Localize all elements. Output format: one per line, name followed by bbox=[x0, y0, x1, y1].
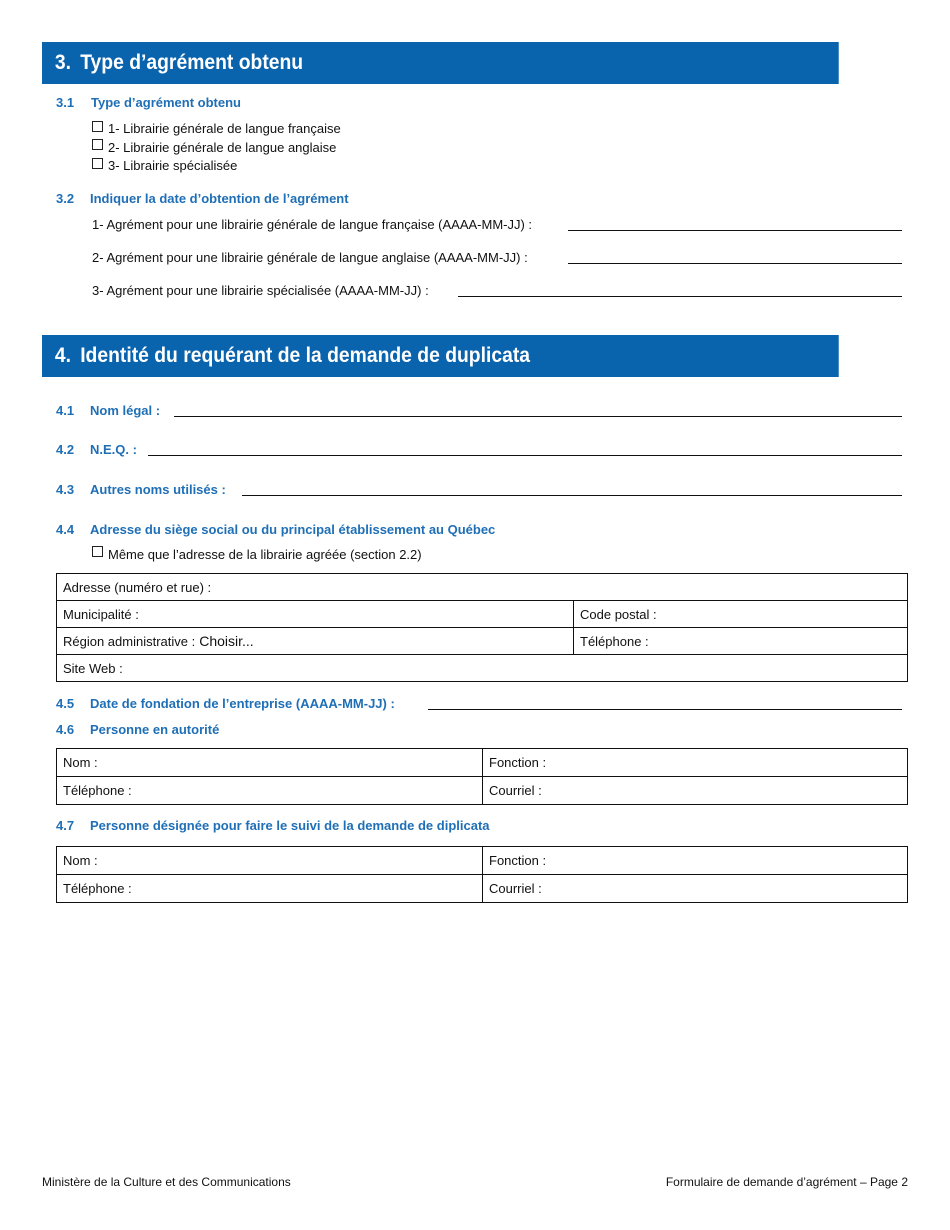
footer-page: Formulaire de demande d’agrément – Page 2 bbox=[665, 1175, 908, 1189]
checkbox-same-address[interactable] bbox=[92, 546, 103, 557]
autres-noms-label: Autres noms utilisés : bbox=[90, 482, 226, 497]
website-label: Site Web : bbox=[63, 660, 123, 676]
date-fondation-label: Date de fondation de l’entreprise (AAAA-MM-JJ) : bbox=[90, 696, 395, 711]
municipality-cell[interactable] bbox=[57, 601, 574, 628]
subsection-4-7-title: Personne désignée pour faire le suivi de la demande de diplicata bbox=[90, 818, 490, 833]
autres-noms-field[interactable] bbox=[242, 495, 902, 496]
region-cell bbox=[57, 628, 574, 655]
section-3-title: Type d’agrément obtenu bbox=[80, 51, 304, 74]
subsection-4-2 bbox=[56, 442, 137, 457]
followup-email-label: Courriel : bbox=[489, 881, 542, 896]
address-table bbox=[56, 573, 908, 682]
date-specialisee-label: 3- Agrément pour une librairie spécialisée (AAAA-MM-JJ) : bbox=[92, 283, 429, 298]
followup-function-label: Fonction : bbox=[489, 853, 547, 868]
website-cell[interactable] bbox=[57, 655, 908, 682]
subsection-4-7-number: 4.7 bbox=[56, 818, 75, 833]
subsection-4-1 bbox=[56, 403, 160, 418]
subsection-4-1-number: 4.1 bbox=[56, 403, 75, 418]
checkbox-librairie-specialisee[interactable] bbox=[92, 158, 103, 169]
address-label: Adresse (numéro et rue) : bbox=[63, 579, 212, 595]
nom-legal-label: Nom légal : bbox=[90, 403, 161, 418]
subsection-3-2-heading bbox=[56, 191, 349, 206]
subsection-4-3-number: 4.3 bbox=[56, 482, 75, 497]
subsection-4-4-number: 4.4 bbox=[56, 522, 75, 537]
checkbox-librairie-francaise[interactable] bbox=[92, 121, 103, 132]
subsection-3-1-number: 3.1 bbox=[56, 95, 75, 110]
region-label: Région administrative : bbox=[63, 634, 196, 649]
section-3-number: 3. bbox=[54, 51, 71, 74]
subsection-3-2-title: Indiquer la date d’obtention de l’agrément bbox=[90, 191, 349, 206]
subsection-4-6-heading bbox=[56, 722, 219, 737]
subsection-3-1-heading bbox=[56, 95, 241, 110]
date-specialisee-field[interactable] bbox=[458, 296, 902, 297]
subsection-4-4-heading bbox=[56, 522, 495, 537]
authority-email-label: Courriel : bbox=[489, 783, 542, 798]
authority-table bbox=[56, 748, 908, 805]
subsection-4-6-number: 4.6 bbox=[56, 722, 75, 737]
followup-phone-cell[interactable] bbox=[57, 875, 483, 903]
subsection-4-5 bbox=[56, 696, 395, 711]
subsection-4-6-title: Personne en autorité bbox=[90, 722, 220, 737]
subsection-4-7-heading bbox=[56, 818, 490, 833]
date-anglaise-field[interactable] bbox=[568, 263, 902, 264]
neq-label: N.E.Q. : bbox=[90, 442, 137, 457]
phone-cell[interactable] bbox=[574, 628, 908, 655]
followup-email-cell[interactable] bbox=[483, 875, 908, 903]
date-francaise-label: 1- Agrément pour une librairie générale de langue française (AAAA-MM-JJ) : bbox=[92, 217, 533, 232]
section-4-number: 4. bbox=[54, 344, 71, 367]
subsection-4-4-title: Adresse du siège social ou du principal établissement au Québec bbox=[90, 522, 496, 537]
region-select[interactable]: Choisir... bbox=[199, 633, 254, 649]
followup-table bbox=[56, 846, 908, 903]
authority-name-label: Nom : bbox=[63, 755, 98, 770]
authority-phone-label: Téléphone : bbox=[63, 783, 132, 798]
date-fondation-field[interactable] bbox=[428, 709, 902, 710]
subsection-3-1-title: Type d’agrément obtenu bbox=[91, 95, 241, 110]
followup-phone-label: Téléphone : bbox=[63, 881, 132, 896]
followup-name-label: Nom : bbox=[63, 853, 98, 868]
subsection-4-5-number: 4.5 bbox=[56, 696, 75, 711]
checkbox-librairie-anglaise[interactable] bbox=[92, 139, 103, 150]
phone-label: Téléphone : bbox=[580, 633, 649, 649]
date-francaise-field[interactable] bbox=[568, 230, 902, 231]
authority-function-label: Fonction : bbox=[489, 755, 547, 770]
section-4-header bbox=[42, 335, 839, 377]
subsection-4-3 bbox=[56, 482, 226, 497]
address-cell[interactable] bbox=[57, 574, 908, 601]
postal-code-cell[interactable] bbox=[574, 601, 908, 628]
subsection-3-2-number: 3.2 bbox=[56, 191, 75, 206]
authority-phone-cell[interactable] bbox=[57, 777, 483, 805]
municipality-label: Municipalité : bbox=[63, 606, 139, 622]
option-librairie-specialisee: 3- Librairie spécialisée bbox=[108, 158, 238, 173]
subsection-4-2-number: 4.2 bbox=[56, 442, 75, 457]
same-address-label: Même que l’adresse de la librairie agréée (section 2.2) bbox=[108, 547, 422, 562]
section-3-header bbox=[42, 42, 839, 84]
nom-legal-field[interactable] bbox=[174, 416, 902, 417]
option-librairie-anglaise: 2- Librairie générale de langue anglaise bbox=[108, 140, 337, 155]
authority-email-cell[interactable] bbox=[483, 777, 908, 805]
option-librairie-francaise: 1- Librairie générale de langue française bbox=[108, 121, 341, 136]
followup-name-cell[interactable] bbox=[57, 847, 483, 875]
footer-ministry: Ministère de la Culture et des Communications bbox=[42, 1175, 291, 1189]
followup-function-cell[interactable] bbox=[483, 847, 908, 875]
date-anglaise-label: 2- Agrément pour une librairie générale de langue anglaise (AAAA-MM-JJ) : bbox=[92, 250, 528, 265]
postal-code-label: Code postal : bbox=[580, 606, 657, 622]
authority-function-cell[interactable] bbox=[483, 749, 908, 777]
neq-field[interactable] bbox=[148, 455, 902, 456]
authority-name-cell[interactable] bbox=[57, 749, 483, 777]
section-4-title: Identité du requérant de la demande de duplicata bbox=[80, 344, 531, 367]
